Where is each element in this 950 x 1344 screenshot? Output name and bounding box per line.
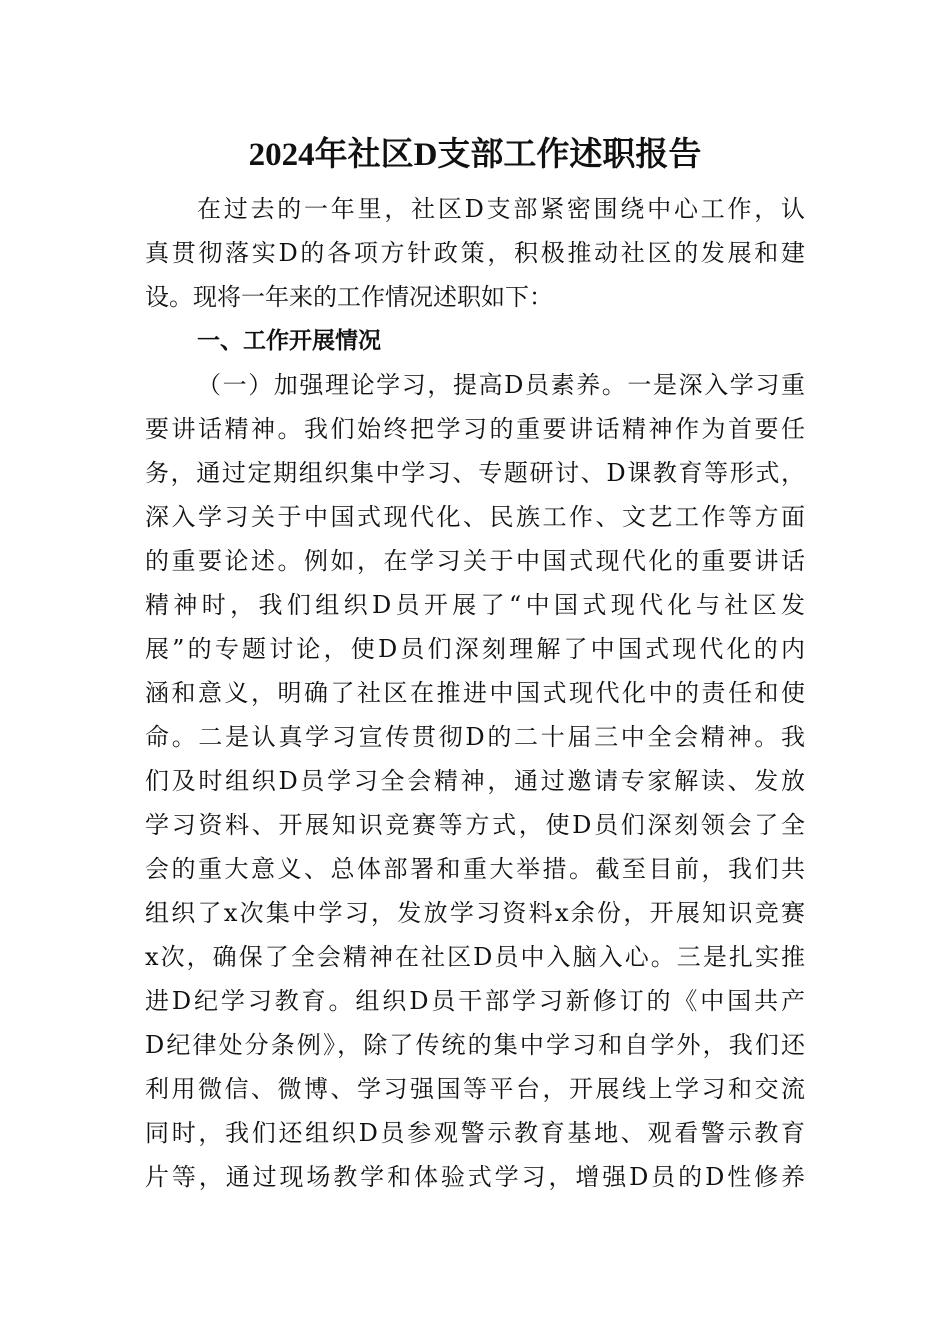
text-line: 们及时组织D员学习全会精神，通过邀请专家解读、发放 xyxy=(145,767,805,795)
text-line: 务，通过定期组织集中学习、专题研讨、D课教育等形式， xyxy=(145,459,805,487)
text-line: 要讲话精神。我们始终把学习的重要讲话精神作为首要任 xyxy=(145,415,805,443)
text-line: 展”的专题讨论，使D员们深刻理解了中国式现代化的内 xyxy=(145,635,805,663)
document-body xyxy=(145,187,805,1199)
text-line: 会的重大意义、总体部署和重大举措。截至目前，我们共 xyxy=(145,855,805,883)
text-line: （一）加强理论学习，提高D员素养。一是深入学习重 xyxy=(197,371,805,399)
document-title: 2024年社区D支部工作述职报告 xyxy=(248,137,702,173)
text-line: 进D纪学习教育。组织D员干部学习新修订的《中国共产 xyxy=(145,987,805,1015)
text-line: 的重要论述。例如，在学习关于中国式现代化的重要讲话 xyxy=(145,547,805,575)
text-line: 精神时，我们组织D员开展了“中国式现代化与社区发 xyxy=(145,591,805,619)
text-line: 设。现将一年来的工作情况述职如下： xyxy=(145,283,553,311)
text-line: 真贯彻落实D的各项方针政策，积极推动社区的发展和建 xyxy=(145,239,805,267)
text-line: D纪律处分条例》，除了传统的集中学习和自学外，我们还 xyxy=(145,1031,805,1059)
text-line: 在过去的一年里，社区D支部紧密围绕中心工作，认 xyxy=(197,195,805,223)
section-heading: 一、工作开展情况 xyxy=(197,328,381,354)
text-line: 片等，通过现场教学和体验式学习，增强D员的D性修养 xyxy=(145,1163,805,1191)
text-line: 深入学习关于中国式现代化、民族工作、文艺工作等方面 xyxy=(145,503,805,531)
text-line: 学习资料、开展知识竞赛等方式，使D员们深刻领会了全 xyxy=(145,811,805,839)
text-line: 利用微信、微博、学习强国等平台，开展线上学习和交流 xyxy=(145,1075,805,1103)
text-line: 组织了x次集中学习，发放学习资料x余份，开展知识竞赛 xyxy=(145,899,805,927)
text-line: 命。二是认真学习宣传贯彻D的二十届三中全会精神。我 xyxy=(145,723,805,751)
text-line: x次，确保了全会精神在社区D员中入脑入心。三是扎实推 xyxy=(145,943,805,971)
text-line: 同时，我们还组织D员参观警示教育基地、观看警示教育 xyxy=(145,1119,805,1147)
text-line: 涵和意义，明确了社区在推进中国式现代化中的责任和使 xyxy=(145,679,805,707)
